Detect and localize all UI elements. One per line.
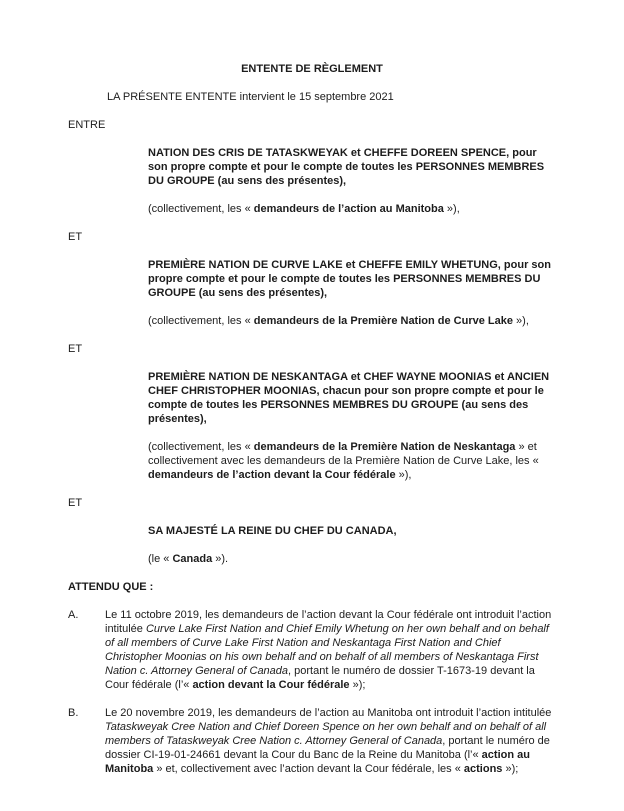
party-name: [148, 146, 556, 188]
party-connector: ET: [68, 343, 83, 355]
text-segment: » et collectivement avec les demandeurs de la Première Nation de Curve Lake, les «: [148, 441, 539, 467]
party-alias: [148, 314, 556, 328]
text-segment: »),: [512, 315, 529, 327]
recital-letter: A.: [68, 609, 79, 621]
text-segment: » et, collectivement avec l’action devant la Cour fédérale, les «: [153, 763, 464, 775]
text-segment: Le 11 octobre 2019, les demandeurs de l’action devant la Cour fédérale ont introduit l’action intitulée: [105, 609, 552, 635]
recital-body: [105, 608, 556, 692]
recital-letter: B.: [68, 707, 79, 719]
text-segment: , portant le numéro de dossier CI-19-01-24661 devant la Cour du Banc de la Reine du Manitoba (l’«: [105, 735, 550, 761]
recital-body: [105, 706, 556, 776]
party-connector: ET: [68, 231, 83, 243]
recitals-section: [68, 608, 556, 776]
text-segment: »).: [212, 553, 229, 565]
party-block: [68, 496, 556, 566]
text-segment: Le 20 novembre 2019, les demandeurs de l’action au Manitoba ont introduit l’action intitulée: [105, 707, 552, 719]
text-segment: »),: [443, 203, 460, 215]
text-segment: Curve Lake First Nation and Chief Emily Whetung on her own behalf and on behalf of all members of Curve Lake First Nation and Neskantaga First Nation and Chief Christopher Moonias on his own behalf and on behalf of all members of Neskantaga First Nation c. Attorney General of Canada: [105, 623, 549, 677]
text-segment: PREMIÈRE NATION DE NESKANTAGA et CHEF WAYNE MOONIAS et ANCIEN CHEF CHRISTOPHER MOONIAS, chacun pour son propre compte et pour le compte de toutes les PERSONNES MEMBRES DU GROUPE (au sens des présentes),: [148, 371, 550, 425]
document-title: ENTENTE DE RÈGLEMENT: [241, 63, 383, 75]
party-name: [148, 524, 556, 538]
text-segment: (le «: [148, 553, 173, 565]
text-segment: (collectivement, les «: [148, 203, 254, 215]
text-segment: demandeurs de l’action devant la Cour fédérale: [148, 469, 396, 481]
recital-item: [68, 608, 556, 692]
text-segment: , portant le numéro de dossier T-1673-19 devant la Cour fédérale (l’«: [105, 665, 535, 691]
recital-item: [68, 706, 556, 776]
party-alias: [148, 440, 556, 482]
text-segment: Tataskweyak Cree Nation and Chief Doreen Spence on her own behalf and on behalf of all members of Tataskweyak Cree Nation c. Attorney General of Canada: [105, 721, 547, 747]
intro-line: LA PRÉSENTE ENTENTE intervient le 15 septembre 2021: [107, 91, 394, 103]
text-segment: PREMIÈRE NATION DE CURVE LAKE et CHEFFE EMILY WHETUNG, pour son propre compte et pour le compte de toutes les PERSONNES MEMBRES DU GROUPE (au sens des présentes),: [148, 259, 551, 299]
text-segment: SA MAJESTÉ LA REINE DU CHEF DU CANADA,: [148, 525, 397, 537]
text-segment: (collectivement, les «: [148, 441, 254, 453]
text-segment: »),: [395, 469, 412, 481]
text-segment: (collectivement, les «: [148, 315, 254, 327]
text-segment: demandeurs de la Première Nation de Curve Lake: [253, 315, 513, 327]
text-segment: NATION DES CRIS DE TATASKWEYAK et CHEFFE DOREEN SPENCE, pour son propre compte et pour le compte de toutes les PERSONNES MEMBRES DU GROUPE (au sens des présentes),: [148, 147, 545, 187]
party-block: [68, 230, 556, 328]
recitals-heading: ATTENDU QUE :: [68, 581, 154, 593]
party-alias: [148, 552, 556, 566]
party-connector: ET: [68, 497, 83, 509]
text-segment: action devant la Cour fédérale: [192, 679, 350, 691]
text-segment: Canada: [172, 553, 213, 565]
party-name: [148, 370, 556, 426]
text-segment: »);: [502, 763, 519, 775]
text-segment: action au Manitoba: [105, 749, 530, 775]
text-segment: »);: [349, 679, 366, 691]
party-alias: [148, 202, 556, 216]
party-block: [68, 118, 556, 216]
party-block: [68, 342, 556, 482]
text-segment: demandeurs de la Première Nation de Neskantaga: [253, 441, 516, 453]
party-connector: ENTRE: [68, 119, 106, 131]
text-segment: actions: [463, 763, 503, 775]
parties-section: [68, 118, 556, 566]
party-name: [148, 258, 556, 300]
text-segment: demandeurs de l’action au Manitoba: [253, 203, 444, 215]
